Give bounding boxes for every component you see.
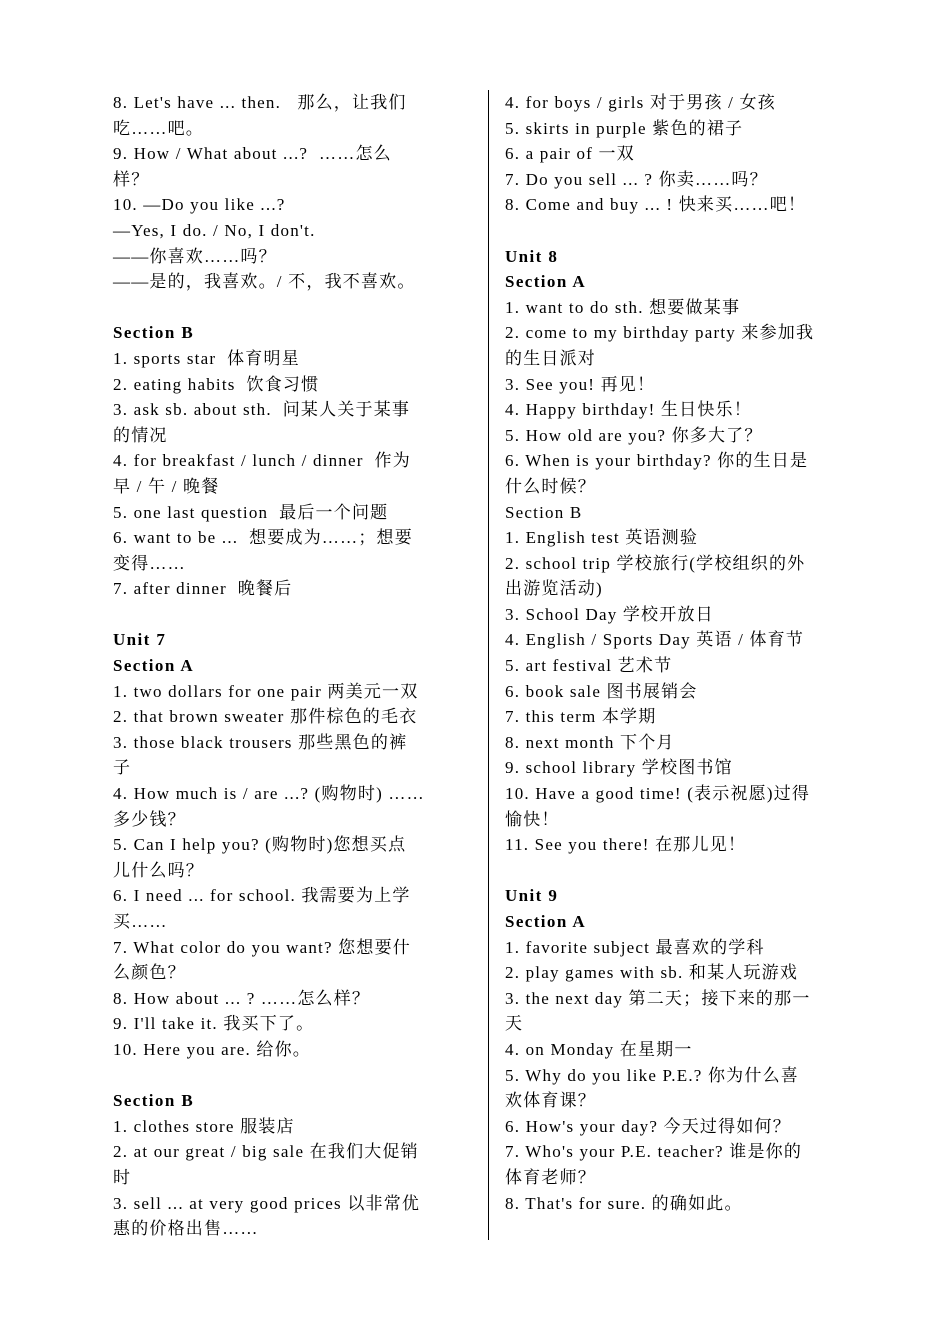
text-line: 6. I need ... for school. 我需要为上学 xyxy=(113,886,411,906)
text-line: ——是的，我喜欢。/ 不，我不喜欢。 xyxy=(113,272,416,292)
text-line: 儿什么吗？ xyxy=(113,860,204,880)
text-line: 7. after dinner 晚餐后 xyxy=(113,579,293,599)
text-line: 8. Come and buy ... ! 快来买……吧！ xyxy=(505,195,807,215)
text-line: 天 xyxy=(505,1014,524,1034)
text-line: 出游览活动) xyxy=(505,579,603,599)
text-line: 5. one last question 最后一个问题 xyxy=(113,502,389,522)
text-line: 1. want to do sth. 想要做某事 xyxy=(505,297,741,317)
text-line: 1. sports star 体育明星 xyxy=(113,348,300,368)
text-line: 10. —Do you like ...? xyxy=(113,195,286,215)
text-line: 8. next month 下个月 xyxy=(505,732,675,752)
blank-line xyxy=(113,1063,475,1089)
text-line: 10. Here you are. 给你。 xyxy=(113,1039,311,1059)
text-line: 6. a pair of 一双 xyxy=(505,144,635,164)
blank-line xyxy=(113,295,475,321)
text-line: 9. school library 学校图书馆 xyxy=(505,758,733,778)
text-line: 8. Let's have ... then. 那么，让我们 xyxy=(113,93,407,112)
text-line: 2. play games with sb. 和某人玩游戏 xyxy=(505,963,799,983)
text-line: 8. That's for sure. 的确如此。 xyxy=(505,1193,743,1213)
text-line: 1. two dollars for one pair 两美元一双 xyxy=(113,681,419,701)
text-line: 9. How / What about ...? ……怎么 xyxy=(113,144,392,164)
text-line: 的情况 xyxy=(113,425,168,445)
text-line: 6. How's your day? 今天过得如何？ xyxy=(505,1116,791,1136)
text-line: Section B xyxy=(505,502,583,522)
text-line: 吃……吧。 xyxy=(113,118,204,138)
text-line: 样？ xyxy=(113,169,150,189)
text-line: ——你喜欢……吗？ xyxy=(113,246,277,266)
text-line: 10. Have a good time! (表示祝愿)过得 xyxy=(505,784,811,804)
section-heading: Section A xyxy=(505,272,587,292)
text-line: 欢体育课？ xyxy=(505,1091,596,1111)
section-heading: Section B xyxy=(113,323,195,343)
section-heading: Section A xyxy=(113,656,195,676)
text-line: 买…… xyxy=(113,912,168,931)
text-line: 惠的价格出售…… xyxy=(113,1219,259,1239)
text-line: 早 / 午 / 晚餐 xyxy=(113,476,220,496)
text-line: 5. Why do you like P.E.? 你为什么喜 xyxy=(505,1065,799,1085)
text-line: 3. School Day 学校开放日 xyxy=(505,604,714,624)
section-heading: Unit 7 xyxy=(113,630,167,650)
text-line: 4. for breakfast / lunch / dinner 作为 xyxy=(113,451,411,471)
left-column xyxy=(113,90,475,1242)
text-line: 4. Happy birthday! 生日快乐！ xyxy=(505,400,752,420)
text-line: 7. Who's your P.E. teacher? 谁是你的 xyxy=(505,1142,803,1162)
text-line: 的生日派对 xyxy=(505,348,596,368)
text-line: 6. When is your birthday? 你的生日是 xyxy=(505,451,809,471)
text-line: 5. skirts in purple 紫色的裙子 xyxy=(505,118,744,138)
text-line: 么颜色？ xyxy=(113,963,186,983)
section-heading: Unit 8 xyxy=(505,246,559,266)
blank-line xyxy=(505,858,867,884)
blank-line xyxy=(505,218,867,244)
text-line: 2. school trip 学校旅行(学校组织的外 xyxy=(505,553,806,573)
text-line: 时 xyxy=(113,1167,132,1187)
text-line: 8. How about ... ? ……怎么样？ xyxy=(113,988,371,1008)
text-line: 2. at our great / big sale 在我们大促销 xyxy=(113,1142,419,1162)
text-line: 体育老师？ xyxy=(505,1167,596,1187)
text-line: 3. the next day 第二天；接下来的那一 xyxy=(505,988,811,1008)
text-line: 多少钱？ xyxy=(113,809,186,829)
section-heading: Section B xyxy=(113,1091,195,1111)
text-line: 4. English / Sports Day 英语 / 体育节 xyxy=(505,630,805,650)
text-line: 6. want to be ... 想要成为……；想要 xyxy=(113,528,413,548)
column-divider xyxy=(488,90,489,1240)
text-line: 11. See you there! 在那儿见！ xyxy=(505,835,747,855)
text-line: 什么时候？ xyxy=(505,476,596,496)
text-line: 3. See you! 再见！ xyxy=(505,374,656,394)
text-line: 7. this term 本学期 xyxy=(505,707,657,727)
right-column xyxy=(505,90,867,1216)
text-line: 4. on Monday 在星期一 xyxy=(505,1039,693,1059)
text-line: 1. clothes store 服装店 xyxy=(113,1116,295,1136)
text-line: 3. ask sb. about sth. 问某人关于某事 xyxy=(113,400,411,420)
text-line: 6. book sale 图书展销会 xyxy=(505,681,698,701)
text-line: 3. those black trousers 那些黑色的裤 xyxy=(113,732,408,752)
text-line: 4. How much is / are ...? (购物时) …… xyxy=(113,784,425,804)
text-line: 5. art festival 艺术节 xyxy=(505,656,673,676)
text-line: 5. Can I help you? (购物时)您想买点 xyxy=(113,835,407,855)
section-heading: Unit 9 xyxy=(505,886,559,906)
text-line: 7. What color do you want? 您想要什 xyxy=(113,937,411,957)
text-line: 愉快！ xyxy=(505,809,560,829)
section-heading: Section A xyxy=(505,912,587,931)
text-line: 3. sell ... at very good prices 以非常优 xyxy=(113,1193,421,1213)
text-line: 5. How old are you? 你多大了？ xyxy=(505,425,763,445)
text-line: 1. English test 英语测验 xyxy=(505,528,699,548)
text-line: 变得…… xyxy=(113,553,186,573)
text-line: 9. I'll take it. 我买下了。 xyxy=(113,1014,315,1034)
text-line: 4. for boys / girls 对于男孩 / 女孩 xyxy=(505,93,776,112)
text-line: —Yes, I do. / No, I don't. xyxy=(113,220,316,240)
text-line: 2. come to my birthday party 来参加我 xyxy=(505,323,815,343)
text-line: 2. that brown sweater 那件棕色的毛衣 xyxy=(113,707,418,727)
text-line: 子 xyxy=(113,758,132,778)
text-line: 2. eating habits 饮食习惯 xyxy=(113,374,320,394)
text-line: 7. Do you sell ... ? 你卖……吗？ xyxy=(505,169,768,189)
text-line: 1. favorite subject 最喜欢的学科 xyxy=(505,937,765,957)
blank-line xyxy=(113,602,475,628)
